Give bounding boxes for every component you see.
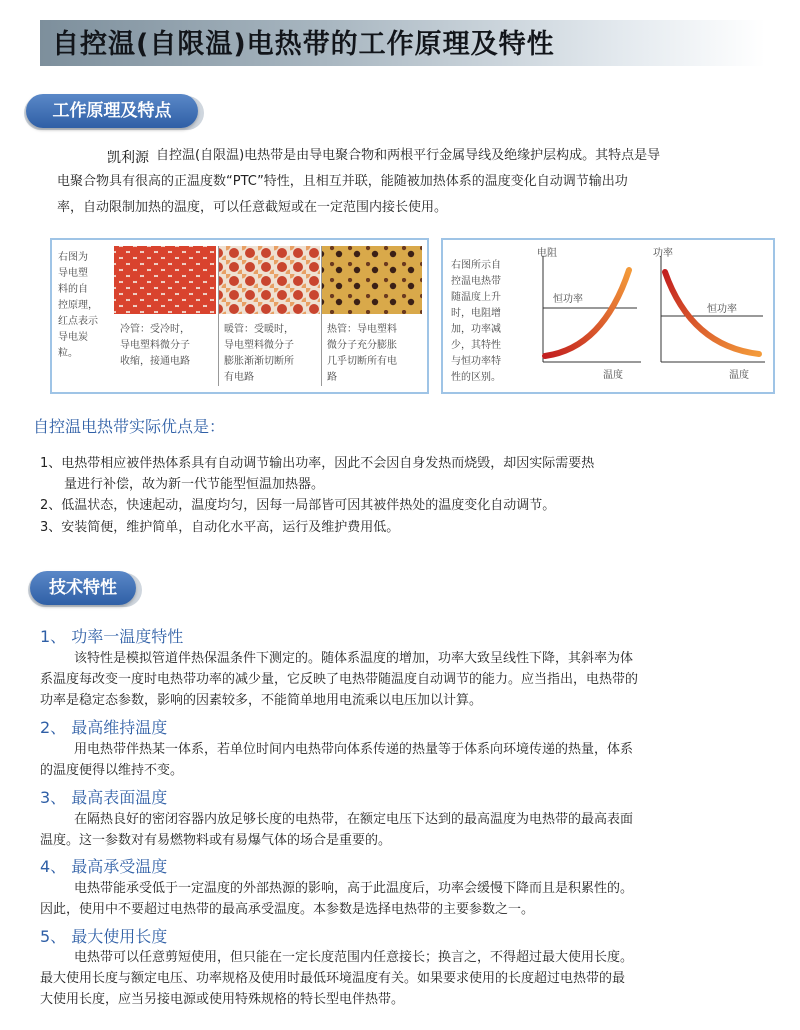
tech-sub-4-line-1: 电热带能承受低于一定温度的外部热源的影响，高于此温度后，功率会缓慢下降而且是积累性的。 xyxy=(74,881,634,896)
tech-sub-2-line-1: 用电热带伴热某一体系，若单位时间内电热带向体系传递的热量等于体系向环境传递的热量，体系 xyxy=(74,742,634,757)
tech-sub-2-line-2: 的温度便得以维持不变。 xyxy=(40,763,184,778)
advantage-item-1-cont: 量进行补偿，故为新一代节能型恒温加热器。 xyxy=(64,477,325,492)
advantage-item-1: 1、电热带相应被伴热体系具有自动调节输出功率，因此不会因自身发热而烧毁，却因实际需要热 xyxy=(40,456,595,471)
y-axis-label: 电阻 xyxy=(537,248,557,259)
watermark-text: 凯利源 xyxy=(107,150,149,166)
advantage-item-2: 2、低温状态，快速起动，温度均匀，因每一局部皆可因其被伴热处的温度变化自动调节。 xyxy=(40,498,556,513)
tech-sub-1-line-3: 功率是稳定态参数，影响的因素较多，不能简单地用电流乘以电压加以计算。 xyxy=(40,693,483,708)
resistance-curve xyxy=(545,270,629,356)
tech-sub-3-title: 3、 最高表面温度 xyxy=(40,788,168,807)
intro-line-3: 率，自动限制加热的温度，可以任意截短或在一定范围内接长使用。 xyxy=(57,200,448,215)
page-title: 自控温(自限温)电热带的工作原理及特性 xyxy=(52,29,555,60)
tech-sub-4-title: 4、 最高承受温度 xyxy=(40,857,168,876)
ptc-principle-figure xyxy=(50,238,429,394)
section-heading-principle: 工作原理及特点 xyxy=(26,94,198,128)
conductive-polymer-micrograph xyxy=(114,246,422,314)
characteristic-description: 右图所示自 控温电热带 随温度上升 时，电阻增 加，功率减 少，其特性 与恒功率特 性的区别。 xyxy=(451,260,501,383)
x-axis-label: 温度 xyxy=(603,370,623,381)
figure-divider-2 xyxy=(321,246,322,386)
power-chart xyxy=(651,250,769,390)
figure-divider-1 xyxy=(218,246,219,386)
advantages-heading: 自控温电热带实际优点是： xyxy=(33,417,226,436)
ptc-characteristic-figure xyxy=(441,238,775,394)
tech-sub-5-title: 5、 最大使用长度 xyxy=(40,927,168,946)
tech-sub-5-line-1: 电热带可以任意剪短使用，但只能在一定长度范围内任意接长；换言之，不得超过最大使用长度。 xyxy=(74,950,634,965)
figure-side-description: 右图为 导电塑 料的自 控原理， 红点表示 导电炭 粒。 xyxy=(58,252,98,359)
tech-sub-1-line-1: 该特性是模拟管道伴热保温条件下测定的。随体系温度的增加，功率大致呈线性下降，其斜率为体 xyxy=(74,651,634,666)
tech-sub-3-line-2: 温度。这一参数对有易燃物料或有易爆气体的场合是重要的。 xyxy=(40,833,392,848)
tech-sub-2-title: 2、 最高维持温度 xyxy=(40,718,168,737)
intro-line-2: 电聚合物具有很高的正温度数“PTC”特性，且相互并联，能随被加热体系的温度变化自动调节输出功 xyxy=(57,174,628,189)
tech-sub-1-line-2: 系温度每改变一度时电热带功率的减少量，它反映了电热带随温度自动调节的能力。应当指出，电热带的 xyxy=(40,672,639,687)
tech-sub-5-line-2: 最大使用长度与额定电压、功率规格及使用时最低环境温度有关。如果要求使用的长度超过电热带的最 xyxy=(40,971,626,986)
constant-power-label: 恒功率 xyxy=(707,304,737,315)
y-axis-label: 功率 xyxy=(653,248,673,259)
tech-sub-1-title: 1、 功率一温度特性 xyxy=(40,627,184,646)
advantage-item-3: 3、安装简便，维护简单，自动化水平高，运行及维护费用低。 xyxy=(40,520,400,535)
section-heading-tech: 技术特性 xyxy=(30,571,136,605)
caption-hot: 热管：导电塑料 微分子充分膨胀 几乎切断所有电 路 xyxy=(327,324,397,383)
x-axis-label: 温度 xyxy=(729,370,749,381)
caption-warm: 暖管：受暖时， 导电塑料微分子 膨胀渐渐切断所 有电路 xyxy=(224,324,294,383)
tech-sub-3-line-1: 在隔热良好的密闭容器内放足够长度的电热带，在额定电压下达到的最高温度为电热带的最高表面 xyxy=(74,812,634,827)
caption-cold: 冷管：受冷时， 导电塑料微分子 收缩，接通电路 xyxy=(120,324,190,367)
resistance-chart xyxy=(533,250,645,390)
constant-power-label: 恒功率 xyxy=(553,294,583,305)
tech-sub-4-line-2: 因此，使用中不要超过电热带的最高承受温度。本参数是选择电热带的主要参数之一。 xyxy=(40,902,535,917)
tech-sub-5-line-3: 大使用长度，应当另接电源或使用特殊规格的特长型电伴热带。 xyxy=(40,992,405,1007)
intro-line-1: 自控温(自限温)电热带是由导电聚合物和两根平行金属导线及绝缘护层构成。其特点是导 xyxy=(156,148,661,163)
